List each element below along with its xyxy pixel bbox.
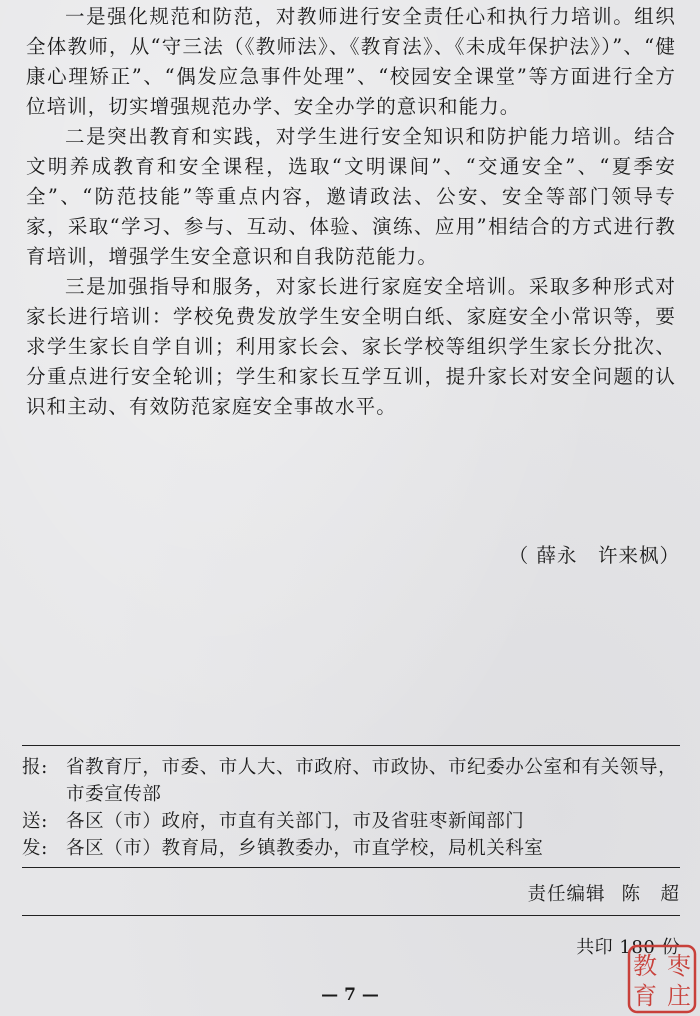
divider-top xyxy=(22,745,680,746)
issue-label: 发: xyxy=(22,838,48,859)
issue-recipients: 各区（市）教育局，乡镇教委办，市直学校，局机关科室 xyxy=(66,838,544,859)
divider-middle xyxy=(22,867,680,868)
author-signature: （ 薛永 许来枫） xyxy=(508,544,680,567)
paragraph-students: 二是突出教育和实践，对学生进行安全知识和防护能力培训。结合文明养成教育和安全课程，选取“文明课间”、“交通安全”、“夏季安全”、“防范技能”等重点内容，邀请政法、公安、安全等部门领导专家，采取“学习、参与、互动、体验、演练、应用”相结合的方式进行教育培训，增强学生安全意识和自我防范能力。 xyxy=(26,125,676,268)
editor-label: 责任编辑 xyxy=(527,884,606,905)
send-label: 送: xyxy=(22,811,48,832)
svg-text:枣: 枣 xyxy=(667,952,691,980)
paragraph-parents: 三是加强指导和服务，对家长进行家庭安全培训。采取多种形式对家长进行培训：学校免费发放学生安全明白纸、家庭安全小常识等，要求学生家长自学自训；利用家长会、家长学校等组织学生家长分批次、分重点进行安全轮训；学生和家长互学互训，提升家长对安全问题的认识和主动、有效防范家庭安全事故水平。 xyxy=(26,275,676,418)
page-number: — 7 — xyxy=(321,985,379,1005)
article-body xyxy=(26,2,676,422)
print-copies: 共印 180 份 xyxy=(576,937,680,958)
distribution-list xyxy=(22,754,682,862)
svg-text:教: 教 xyxy=(633,952,657,980)
svg-text:庄: 庄 xyxy=(667,982,691,1010)
responsible-editor xyxy=(527,880,680,906)
editor-name: 陈 超 xyxy=(621,884,680,905)
paragraph-teachers: 一是强化规范和防范，对教师进行安全责任心和执行力培训。组织全体教师，从“守三法（《教师法》、《教育法》、《未成年保护法》）”、“健康心理矫正”、“偶发应急事件处理”、“校园安全课堂”等方面进行全方位培训，切实增强规范办学、安全办学的意识和能力。 xyxy=(26,5,676,118)
distribution-send-row xyxy=(22,808,682,835)
send-recipients: 各区（市）政府，市直有关部门，市及省驻枣新闻部门 xyxy=(66,811,525,832)
svg-text:育: 育 xyxy=(633,982,657,1010)
report-recipients: 省教育厅，市委、市人大、市政府、市政协、市纪委办公室和有关领导，市委宣传部 xyxy=(66,757,678,805)
divider-bottom xyxy=(22,915,680,916)
zaozhuang-education-seal-icon xyxy=(627,944,697,1014)
distribution-report-row xyxy=(22,754,682,808)
distribution-issue-row xyxy=(22,835,682,862)
report-label: 报: xyxy=(22,757,48,778)
